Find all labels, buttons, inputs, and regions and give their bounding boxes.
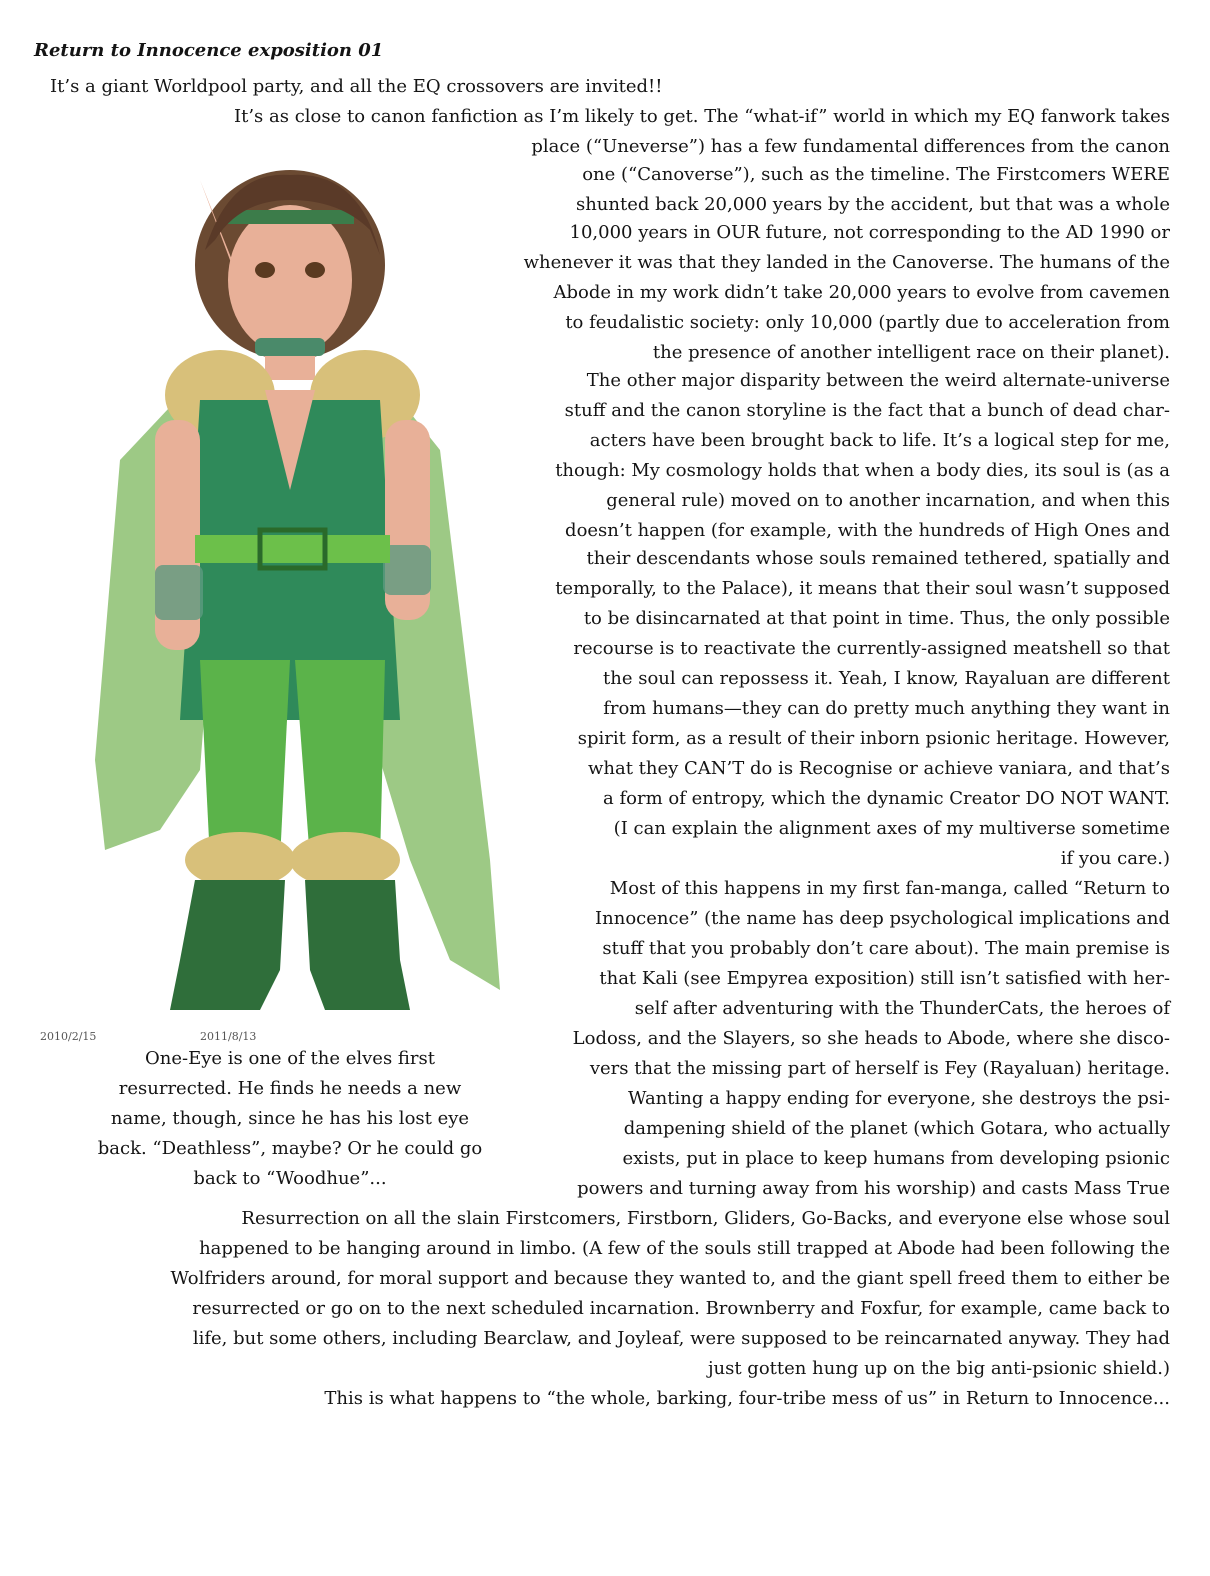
text-line: the presence of another intelligent race on their planet). <box>652 342 1170 363</box>
text-line: a form of entropy, which the dynamic Creator DO NOT WANT. <box>603 788 1170 809</box>
text-line: that Kali (see Empyrea exposition) still isn’t satisfied with her- <box>599 968 1170 989</box>
text-line: place (“Uneverse”) has a few fundamental differences from the canon <box>531 136 1170 157</box>
text-line: Lodoss, and the Slayers, so she heads to Abode, where she disco- <box>572 1028 1170 1049</box>
text-line: Innocence” (the name has deep psychological implications and <box>595 908 1170 929</box>
text-line: doesn’t happen (for example, with the hundreds of High Ones and <box>565 520 1170 541</box>
text-line: Most of this happens in my first fan-manga, called “Return to <box>609 878 1170 899</box>
caption-line: One-Eye is one of the elves first <box>145 1048 435 1069</box>
text-line: This is what happens to “the whole, barking, four-tribe mess of us” in Return to Innocence... <box>324 1388 1170 1409</box>
text-line: 10,000 years in OUR future, not corresponding to the AD 1990 or <box>569 222 1170 243</box>
text-line: temporally, to the Palace), it means that their soul wasn’t supposed <box>555 578 1170 599</box>
text-line: stuff and the canon storyline is the fact that a bunch of dead char- <box>564 400 1170 421</box>
text-line: what they CAN’T do is Recognise or achieve vaniara, and that’s <box>587 758 1170 779</box>
text-line: spirit form, as a result of their inborn psionic heritage. However, <box>577 728 1170 749</box>
text-line: general rule) moved on to another incarnation, and when this <box>606 490 1170 511</box>
text-line: It’s a giant Worldpool party, and all the EQ crossovers are invited!! <box>50 76 663 97</box>
text-line: self after adventuring with the ThunderCats, the heroes of <box>634 998 1170 1019</box>
text-line: exists, put in place to keep humans from developing psionic <box>622 1148 1170 1169</box>
caption-line: back to “Woodhue”... <box>193 1168 387 1189</box>
caption-line: back. “Deathless”, maybe? Or he could go <box>97 1138 483 1159</box>
artist-signature: 2010/2/15 <box>40 1030 97 1043</box>
text-line: Wanting a happy ending for everyone, she destroys the psi- <box>628 1088 1170 1109</box>
text-line: resurrected or go on to the next scheduled incarnation. Brownberry and Foxfur, for example, came back to <box>192 1298 1170 1319</box>
caption-line: resurrected. He finds he needs a new <box>118 1078 462 1099</box>
text-line: It’s as close to canon fanfiction as I’m likely to get. The “what-if” world in which my EQ fanwork takes <box>233 106 1170 127</box>
text-line: Wolfriders around, for moral support and because they wanted to, and the giant spell freed them to either be <box>170 1268 1170 1289</box>
character-illustration <box>80 160 510 1040</box>
text-line: Abode in my work didn’t take 20,000 years to evolve from cavemen <box>553 282 1170 303</box>
text-line: life, but some others, including Bearclaw, and Joyleaf, were supposed to be reincarnated anyway. They had <box>192 1328 1170 1349</box>
text-line: Resurrection on all the slain Firstcomers, Firstborn, Gliders, Go-Backs, and everyone else whose soul <box>241 1208 1170 1229</box>
text-line: to be disincarnated at that point in time. Thus, the only possible <box>583 608 1170 629</box>
text-line: acters have been brought back to life. It’s a logical step for me, <box>589 430 1170 451</box>
text-line: their descendants whose souls remained tethered, spatially and <box>586 548 1170 569</box>
text-line: though: My cosmology holds that when a body dies, its soul is (as a <box>555 460 1170 481</box>
page-title: Return to Innocence exposition 01 <box>34 40 384 61</box>
text-line: powers and turning away from his worship) and casts Mass True <box>577 1178 1170 1199</box>
text-line: vers that the missing part of herself is Fey (Rayaluan) heritage. <box>589 1058 1170 1079</box>
artist-date: 2011/8/13 <box>200 1030 257 1043</box>
text-line: shunted back 20,000 years by the accident, but that was a whole <box>575 194 1170 215</box>
text-line: if you care.) <box>1060 848 1170 869</box>
text-line: whenever it was that they landed in the Canoverse. The humans of the <box>523 252 1170 273</box>
caption-line: name, though, since he has his lost eye <box>110 1108 470 1129</box>
text-line: to feudalistic society: only 10,000 (partly due to acceleration from <box>565 312 1170 333</box>
text-line: The other major disparity between the weird alternate-universe <box>586 370 1170 391</box>
text-line: from humans—they can do pretty much anything they want in <box>603 698 1170 719</box>
text-line: just gotten hung up on the big anti-psionic shield.) <box>707 1358 1170 1379</box>
text-line: (I can explain the alignment axes of my multiverse sometime <box>613 818 1170 839</box>
text-line: recourse is to reactivate the currently-assigned meatshell so that <box>573 638 1170 659</box>
text-line: happened to be hanging around in limbo. (A few of the souls still trapped at Abode had been following the <box>199 1238 1170 1259</box>
text-line: dampening shield of the planet (which Gotara, who actually <box>623 1118 1170 1139</box>
text-line: one (“Canoverse”), such as the timeline. The Firstcomers WERE <box>582 164 1170 185</box>
text-line: stuff that you probably don’t care about). The main premise is <box>602 938 1170 959</box>
text-line: the soul can repossess it. Yeah, I know, Rayaluan are different <box>603 668 1170 689</box>
